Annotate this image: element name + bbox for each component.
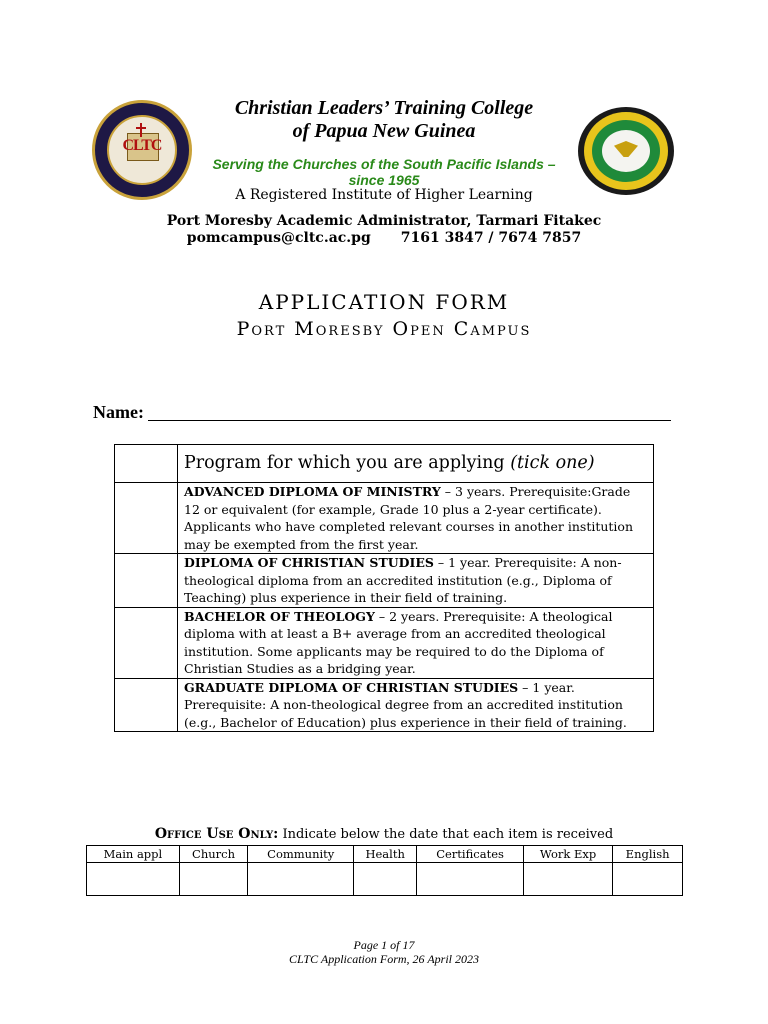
name-input-line[interactable] [148, 420, 671, 421]
office-col-header: Health [354, 846, 417, 863]
office-use-label: Office Use Only: [154, 826, 279, 842]
program-row [115, 607, 654, 678]
program-cell [178, 678, 654, 732]
office-col-header: Church [179, 846, 247, 863]
tick-box[interactable] [115, 607, 178, 678]
program-name: ADVANCED DIPLOMA OF MINISTRY [184, 484, 441, 499]
tick-box[interactable] [115, 554, 178, 608]
tick-box[interactable] [115, 483, 178, 554]
program-desc: – 1 year. Prerequisite: A non-theological diploma from an accredited institution (e.g., Diploma of Teaching) plus experience in their field of training. [184, 555, 622, 605]
office-date-cell[interactable] [248, 863, 354, 896]
contact-line [0, 230, 768, 246]
program-name: GRADUATE DIPLOMA OF CHRISTIAN STUDIES [184, 679, 519, 695]
seal-cltc-text: CLTC [122, 137, 162, 154]
office-date-cell[interactable] [524, 863, 613, 896]
tick-column-header [115, 445, 178, 483]
office-col-header: Main appl [87, 846, 180, 863]
office-col-header: Work Exp [524, 846, 613, 863]
office-use-instruction: Indicate below the date that each item is received [278, 827, 614, 842]
contact-phones: 7161 3847 / 7674 7857 [400, 230, 582, 246]
name-label: Name: [93, 402, 144, 422]
programs-table [114, 444, 654, 732]
office-col-header: English [613, 846, 683, 863]
program-row [115, 678, 654, 732]
office-date-cell[interactable] [354, 863, 417, 896]
office-use-table [86, 845, 683, 896]
office-date-cell[interactable] [179, 863, 247, 896]
college-name-line1: Christian Leaders’ Training College [234, 97, 534, 119]
tagline-line1: Serving the Churches of the South Pacific Islands – [212, 156, 556, 172]
program-cell [178, 554, 654, 608]
program-desc: – 1 year. Prerequisite: A non-theological degree from an accredited institution (e.g., Bachelor of Education) plus experience in their field of training. [184, 679, 627, 730]
program-desc: – 3 years. Prerequisite:Grade 12 or equivalent (for example, Grade 10 plus a 2-year certificate). Applicants who have completed relevant courses in another institution may be exempted from the first year. [184, 484, 634, 552]
office-date-cell[interactable] [417, 863, 524, 896]
office-use-entry-row [87, 863, 683, 896]
campus-subtitle: Port Moresby Open Campus [236, 318, 532, 340]
contact-email[interactable]: pomcampus@cltc.ac.pg [186, 230, 371, 246]
tagline-line2: since 1965 [348, 172, 420, 188]
office-date-cell[interactable] [613, 863, 683, 896]
office-col-header: Community [248, 846, 354, 863]
program-row [115, 554, 654, 608]
form-title: APPLICATION FORM [258, 290, 510, 314]
program-name: BACHELOR OF THEOLOGY [184, 608, 375, 624]
registered-institute: A Registered Institute of Higher Learning [235, 187, 533, 203]
office-date-cell[interactable] [87, 863, 180, 896]
program-cell [178, 483, 654, 554]
program-cell [178, 607, 654, 678]
office-use-header-row [87, 846, 683, 863]
academic-administrator: Port Moresby Academic Administrator, Tarmari Fitakec [166, 213, 602, 229]
program-row [115, 483, 654, 554]
office-col-header: Certificates [417, 846, 524, 863]
programs-table-header [115, 445, 654, 483]
document-footer: CLTC Application Form, 26 April 2023 [288, 952, 479, 966]
page-number: Page 1 of 17 [353, 938, 415, 952]
program-desc: – 2 years. Prerequisite: A theological diploma with at least a B+ average from an accredited theological institution. Some applicants may be required to do the Diploma of Christian Studies as a bridging year. [184, 608, 613, 676]
program-name: DIPLOMA OF CHRISTIAN STUDIES [184, 555, 434, 570]
office-use-line [0, 826, 768, 842]
tick-box[interactable] [115, 678, 178, 732]
programs-header-cell: Program for which you are applying (tick one) [178, 445, 654, 483]
college-name-line2: of Papua New Guinea [292, 120, 476, 142]
